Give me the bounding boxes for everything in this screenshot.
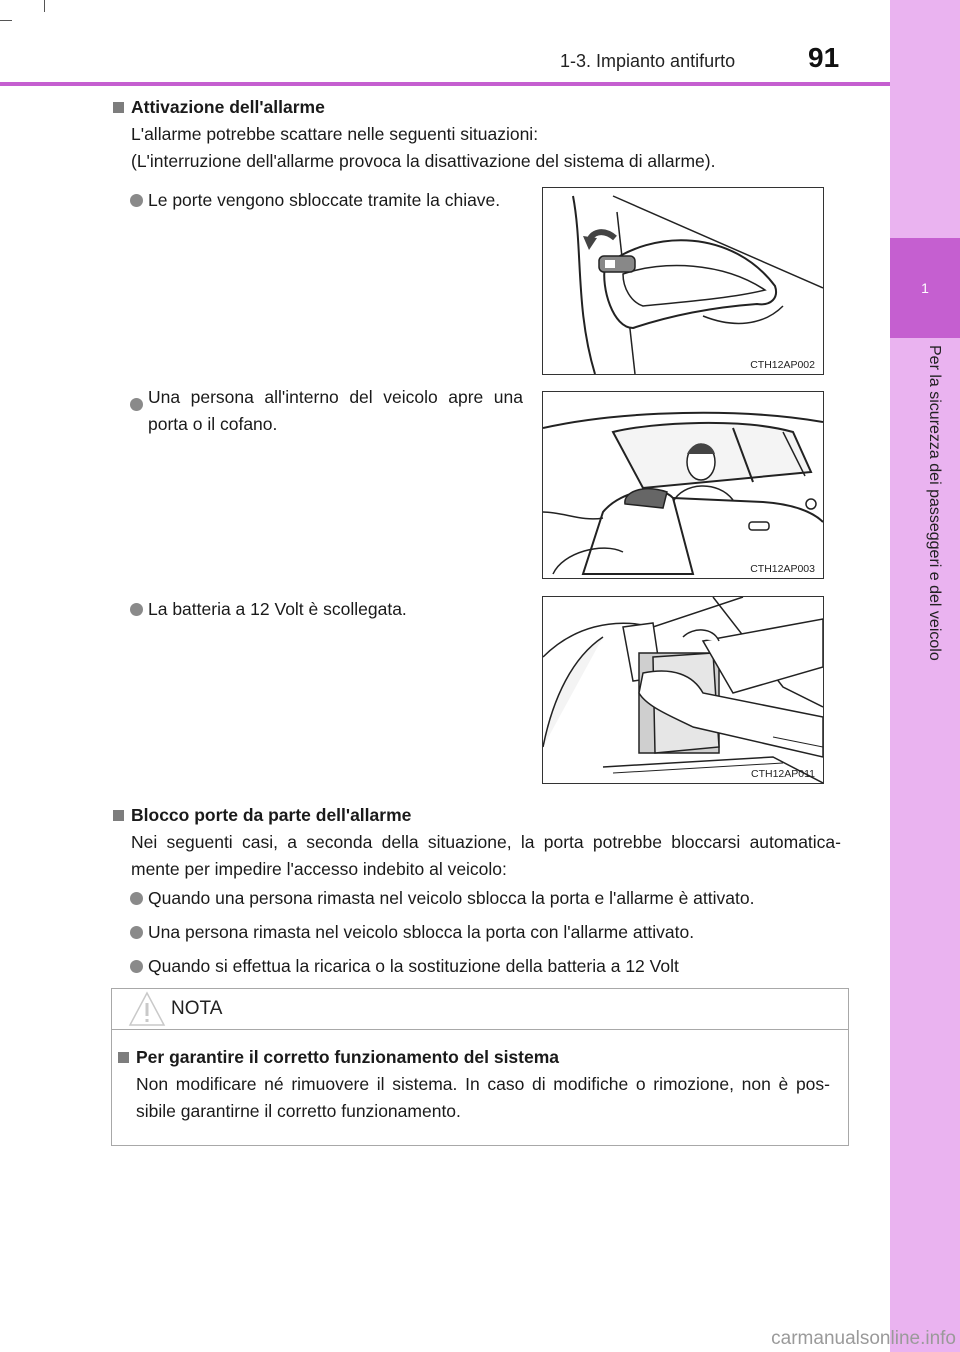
figure-battery-disconnect xyxy=(542,596,824,784)
crop-mark xyxy=(0,20,12,21)
list-item: Quando si effettua la ricarica o la sostituzione della batteria a 12 Volt xyxy=(148,956,679,976)
list-item: Le porte vengono sbloccate tramite la chiave. xyxy=(148,190,501,210)
person-opening-door-illustration xyxy=(543,392,823,578)
section-intro-paragraph: Nei seguenti casi, a seconda della situazione, la porta potrebbe bloccarsi automatica-mente per impedire l'accesso indebito al veicolo: xyxy=(131,832,841,879)
list-item: Una persona all'interno del veicolo apre una porta o il cofano. xyxy=(148,387,523,434)
list-item: Una persona rimasta nel veicolo sblocca la porta con l'allarme attivato. xyxy=(148,922,695,942)
section-intro-line: L'allarme potrebbe scattare nelle seguenti situazioni: xyxy=(131,124,539,144)
list-item: Quando una persona rimasta nel veicolo sblocca la porta e l'allarme è attivato. xyxy=(148,888,755,908)
section-bullet-icon xyxy=(118,1052,129,1063)
crop-mark xyxy=(44,0,45,12)
warning-icon xyxy=(128,991,166,1027)
note-label: NOTA xyxy=(171,998,223,1019)
list-bullet-icon xyxy=(130,892,143,905)
section-heading-attivazione: Attivazione dell'allarme xyxy=(131,97,325,117)
figure-code: CTH12AP011 xyxy=(750,768,815,780)
section-header-title: 1-3. Impianto antifurto xyxy=(560,51,736,71)
header-divider xyxy=(0,82,890,86)
section-heading-blocco-porte: Blocco porte da parte dell'allarme xyxy=(131,805,412,825)
note-header xyxy=(112,989,848,1030)
section-bullet-icon xyxy=(113,102,124,113)
figure-code: CTH12AP002 xyxy=(750,359,815,371)
chapter-number: 1 xyxy=(921,280,929,296)
list-bullet-icon xyxy=(130,926,143,939)
chapter-title: Per la sicurezza dei passeggeri e del veicolo xyxy=(926,345,943,661)
watermark: carmanualsonline.info xyxy=(771,1328,956,1349)
note-body: Non modificare né rimuovere il sistema. In caso di modifiche o rimozione, non è pos-sibile garantirne il corretto funzionamento. xyxy=(136,1074,830,1121)
figure-person-opens-door xyxy=(542,391,824,579)
section-intro-line: (L'interruzione dell'allarme provoca la disattivazione del sistema di allarme). xyxy=(131,151,716,171)
note-box xyxy=(111,988,849,1146)
door-key-illustration xyxy=(543,188,823,374)
list-bullet-icon xyxy=(130,398,143,411)
chapter-side-tab xyxy=(890,0,960,1352)
figure-door-key xyxy=(542,187,824,375)
list-item: La batteria a 12 Volt è scollegata. xyxy=(148,599,407,619)
list-bullet-icon xyxy=(130,960,143,973)
battery-disconnect-illustration xyxy=(543,597,823,783)
section-bullet-icon xyxy=(113,810,124,821)
page-number: 91 xyxy=(808,42,840,73)
figure-code: CTH12AP003 xyxy=(750,563,815,575)
note-title: Per garantire il corretto funzionamento del sistema xyxy=(136,1047,560,1067)
list-bullet-icon xyxy=(130,603,143,616)
list-bullet-icon xyxy=(130,194,143,207)
